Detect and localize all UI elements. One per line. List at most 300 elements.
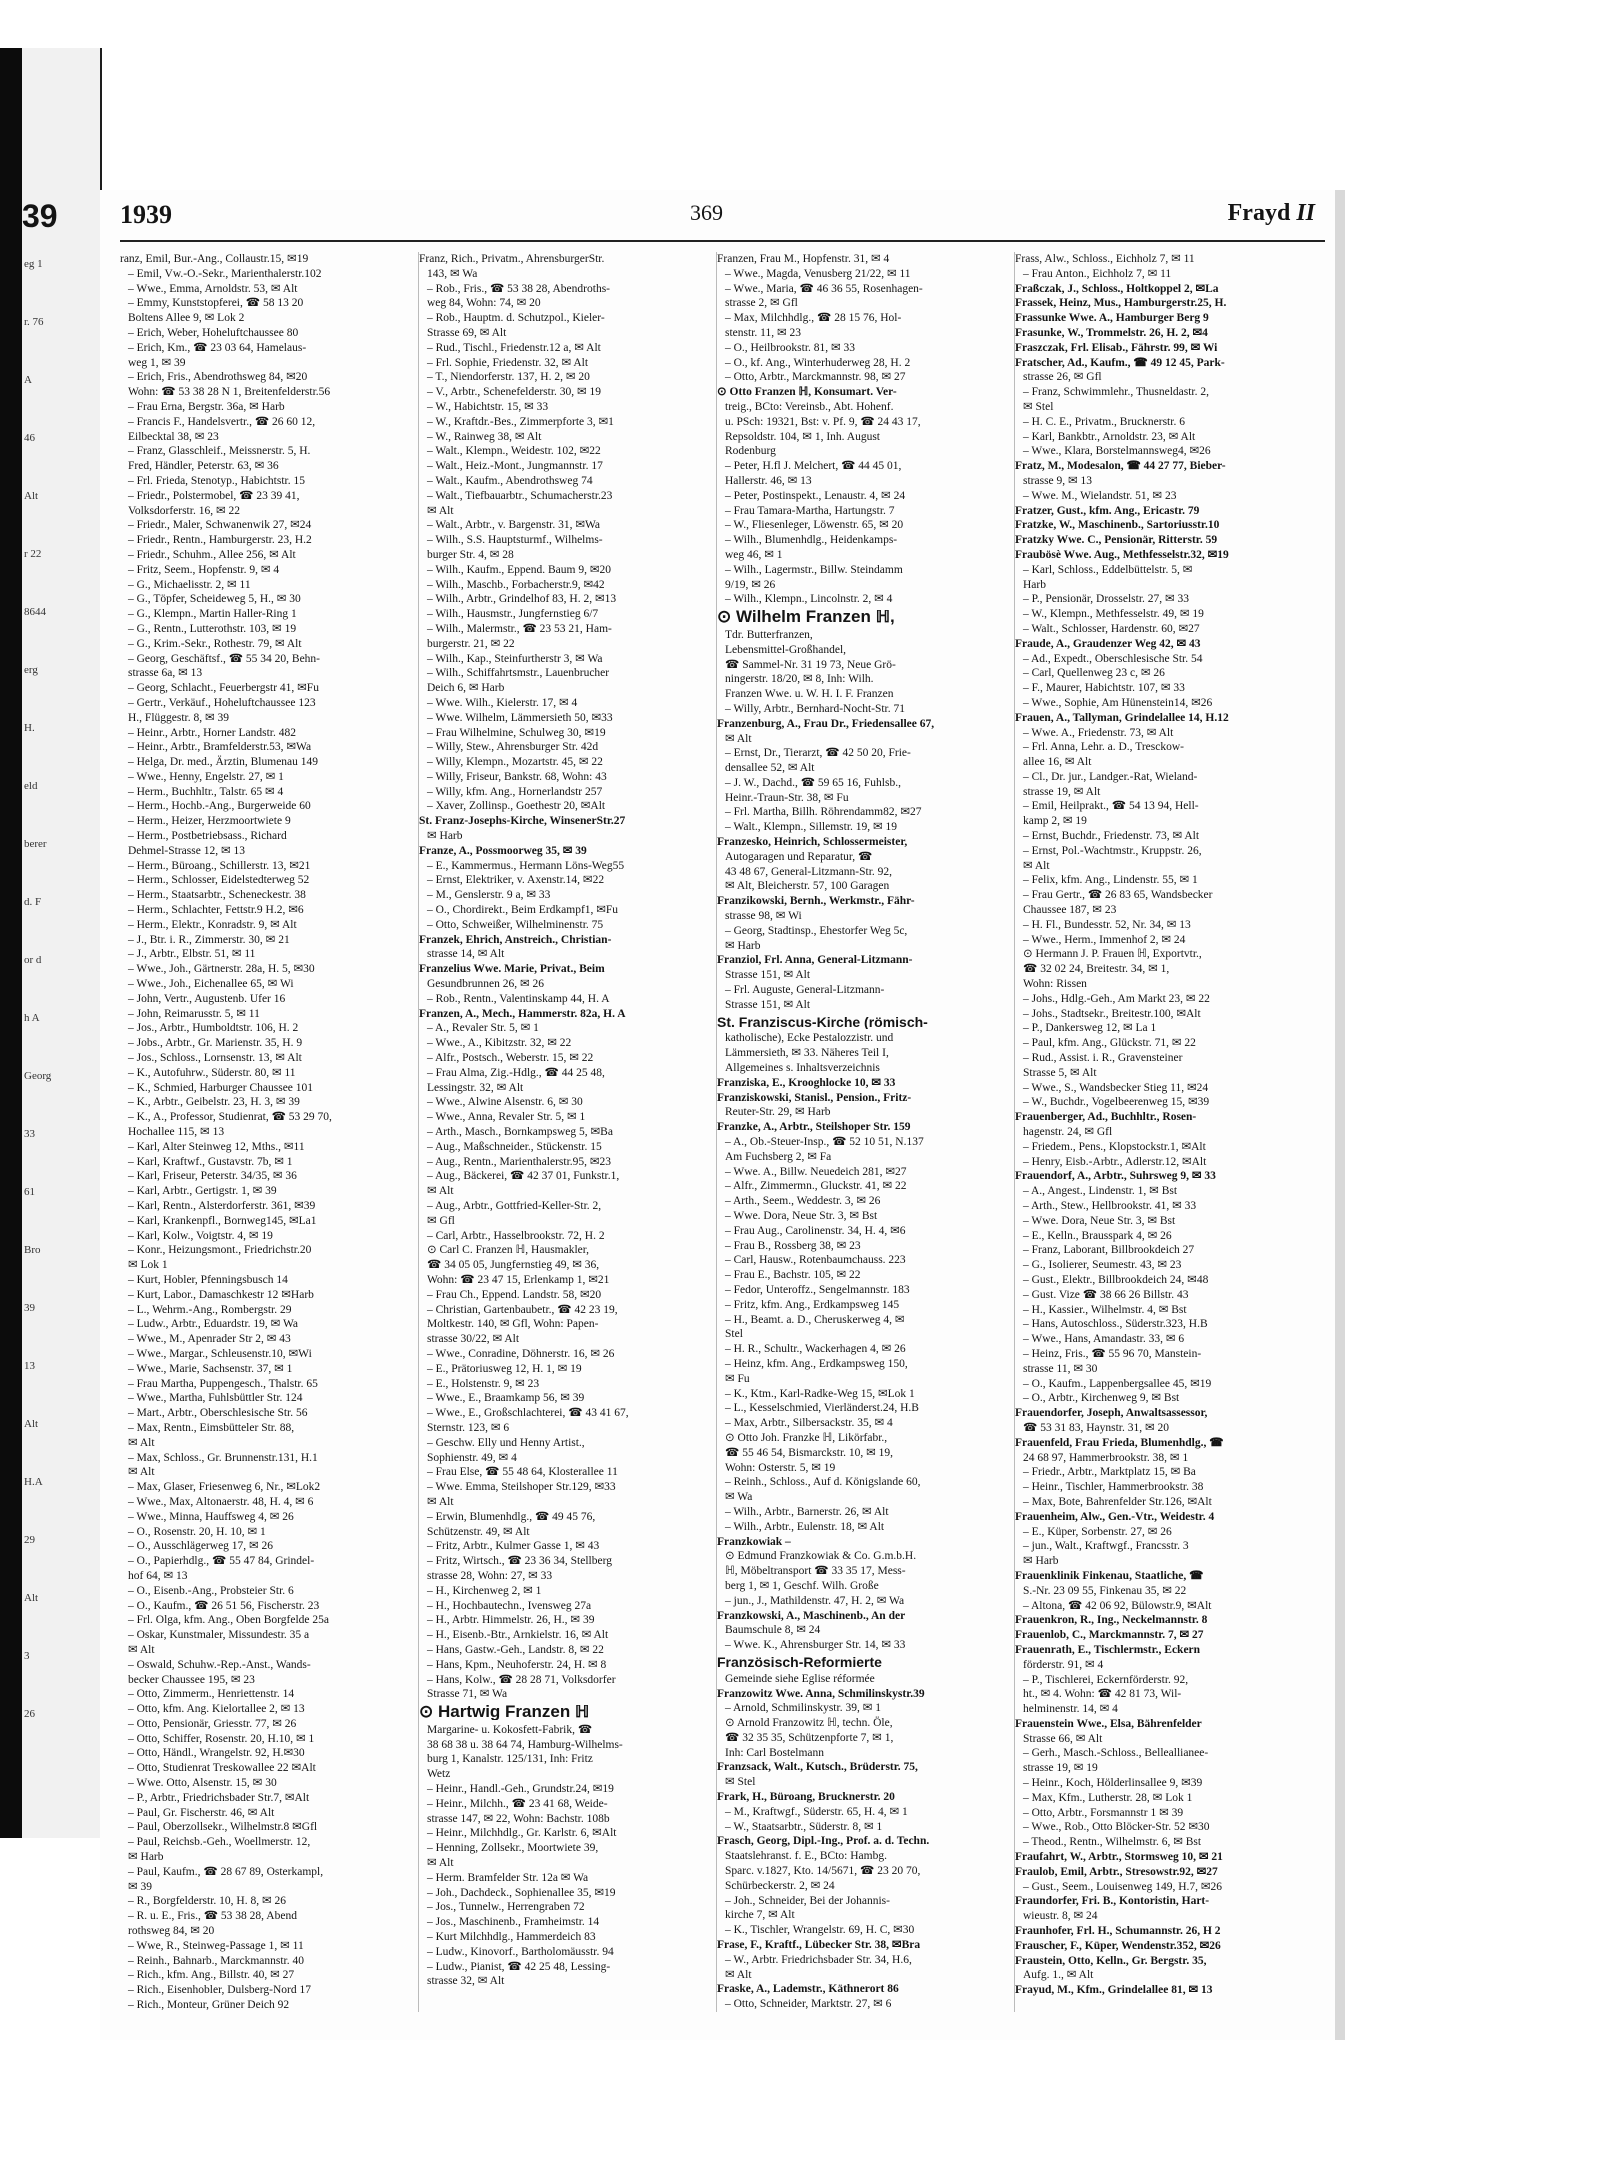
- directory-entry: – Helga, Dr. med., Ärztin, Blumenau 149: [128, 756, 319, 769]
- directory-entry: – G., Michaelisstr. 2, ✉ 11: [128, 578, 251, 591]
- directory-entry: – Wilh., Arbtr., Grindelhof 83, H. 2, ✉13: [427, 593, 617, 606]
- directory-entry: – Wilh., Maschb., Forbacherstr.9, ✉42: [427, 578, 605, 591]
- directory-entry: – Friedem., Pens., Klopstockstr.1, ✉Alt: [1023, 1140, 1206, 1153]
- directory-entry: Tdr. Butterfranzen,: [725, 628, 813, 641]
- directory-entry: Fratscher, Ad., Kaufm., ☎ 49 12 45, Park-: [1015, 356, 1225, 369]
- directory-entry: Frauenberger, Ad., Buchhltr., Rosen-: [1015, 1111, 1197, 1124]
- running-head-roman: II: [1296, 200, 1315, 226]
- directory-entry: – K., A., Professor, Studienrat, ☎ 53 29 70,: [128, 1111, 332, 1124]
- directory-entry: ningerstr. 18/20, ✉ 8, Inh: Wilh.: [725, 673, 874, 686]
- directory-entry: – Heinr., Koch, Hölderlinsallee 9, ✉39: [1023, 1777, 1203, 1790]
- directory-entry: – K., Ktm., Karl-Radke-Weg 15, ✉Lok 1: [725, 1387, 915, 1400]
- previous-page-fragment: H.A: [24, 1476, 43, 1488]
- directory-entry: Stel: [725, 1328, 743, 1341]
- previous-page-fragment: Georg: [24, 1070, 52, 1082]
- directory-entry: Franziskowski, Stanisl., Pension., Fritz-: [717, 1091, 912, 1104]
- column-1: [120, 252, 410, 2012]
- directory-entry: – Otto, Schiffer, Rosenstr. 20, H.10, ✉ 1: [128, 1732, 315, 1745]
- directory-entry: – V., Arbtr., Schenefelderstr. 30, ✉ 19: [427, 386, 602, 399]
- directory-entry: – Cl., Dr. jur., Landger.-Rat, Wieland-: [1023, 770, 1198, 783]
- directory-entry: – Arnold, Schmilinskystr. 39, ✉ 1: [725, 1702, 881, 1715]
- directory-entry: – Johs., Hdlg.-Geh., Am Markt 23, ✉ 22: [1023, 992, 1210, 1005]
- directory-entry: – O., Rosenstr. 20, H. 10, ✉ 1: [128, 1525, 266, 1538]
- directory-entry: Franzelius Wwe. Marie, Privat., Beim: [419, 963, 605, 976]
- directory-entry: – T., Niendorferstr. 137, H. 2, ✉ 20: [427, 371, 590, 384]
- directory-entry: weg 84, Wohn: 74, ✉ 20: [427, 297, 541, 310]
- directory-entry: ✉ Alt: [427, 1857, 454, 1870]
- directory-entry: densallee 52, ✉ Alt: [725, 762, 815, 775]
- directory-entry: – Mart., Arbtr., Oberschlesische Str. 56: [128, 1407, 308, 1420]
- directory-entry: Franzowitz Wwe. Anna, Schmilinskystr.39: [717, 1687, 925, 1700]
- previous-page-fragment: 3: [24, 1650, 30, 1662]
- directory-entry: Frass, Alw., Schloss., Eichholz 7, ✉ 11: [1015, 253, 1195, 265]
- directory-entry: – Fedor, Unteroffz., Sengelmannstr. 183: [725, 1283, 910, 1296]
- directory-entry: Frase, F., Kraftf., Lübecker Str. 38, ✉Bra: [717, 1939, 921, 1952]
- directory-entry: – jun., J., Mathildenstr. 47, H. 2, ✉ Wa: [725, 1594, 905, 1607]
- previous-page-fragment: berer: [24, 838, 47, 850]
- directory-entry: – Emmy, Kunststopferei, ☎ 58 13 20: [128, 297, 304, 310]
- directory-entry: Wohn: ☎ 53 38 28 N 1, Breitenfelderstr.56: [128, 386, 331, 399]
- directory-entry: Wohn: Rissen: [1023, 978, 1087, 991]
- directory-entry: – Frau Ch., Eppend. Landstr. 58, ✉20: [427, 1288, 602, 1301]
- directory-entry: – Frl. Martha, Billh. Röhrendamm82, ✉27: [725, 806, 922, 819]
- directory-entry: – E., Küper, Sorbenstr. 27, ✉ 26: [1023, 1525, 1172, 1538]
- directory-entry: St. Franziscus-Kirche (römisch-: [717, 1014, 928, 1030]
- directory-entry: – Ad., Expedt., Oberschlesische Str. 54: [1023, 652, 1203, 665]
- directory-entry: – Wwe. Wilh., Kielerstr. 17, ✉ 4: [427, 696, 578, 709]
- directory-entry: – Herm. Bramfelder Str. 12a ✉ Wa: [427, 1871, 589, 1884]
- directory-entry: – Wwe., Max, Altonaerstr. 48, H. 4, ✉ 6: [128, 1495, 314, 1508]
- directory-entry: strasse 26, ✉ Gfl: [1023, 371, 1102, 384]
- directory-entry: ✉ Harb: [128, 1851, 164, 1864]
- directory-entry: – Carl, Arbtr., Hasselbrookstr. 72, H. 2: [427, 1229, 605, 1242]
- directory-entry: ✉ Harb: [427, 830, 463, 843]
- directory-entry: Strasse 71, ✉ Wa: [427, 1688, 508, 1701]
- directory-entry: ✉ Alt: [427, 1495, 454, 1508]
- directory-entry: strasse 98, ✉ Wi: [725, 910, 802, 923]
- directory-entry: Fratzke, W., Maschinenb., Sartoriusstr.10: [1015, 519, 1220, 532]
- directory-entry: – Oskar, Kunstmaler, Missundestr. 35 a: [128, 1629, 310, 1642]
- directory-entry: förderstr. 91, ✉ 4: [1023, 1658, 1104, 1671]
- previous-page-fragment: h A: [24, 1012, 40, 1024]
- directory-entry: – G., Klempn., Martin Haller-Ring 1: [128, 608, 297, 621]
- directory-entry: – Herm., Heizer, Herzmoortwiete 9: [128, 815, 291, 828]
- directory-entry: S.-Nr. 23 09 55, Finkenau 35, ✉ 22: [1023, 1584, 1187, 1597]
- directory-entry: – Jos., Arbtr., Humboldtstr. 106, H. 2: [128, 1022, 299, 1035]
- directory-entry: – Karl, Arbtr., Gertigstr. 1, ✉ 39: [128, 1185, 277, 1198]
- directory-entry: – Reinh., Bahnarb., Marckmannstr. 40: [128, 1954, 304, 1967]
- directory-entry: – Kurt, Labor., Damaschkestr 12 ✉Harb: [128, 1288, 314, 1301]
- directory-entry: Frauenlob, C., Marckmannstr. 7, ✉ 27: [1015, 1629, 1204, 1642]
- directory-entry: Frauen, A., Tallyman, Grindelallee 14, H.12: [1015, 711, 1229, 724]
- directory-entry: – E., Kammermus., Hermann Löns-Weg55: [427, 859, 625, 872]
- directory-entry: ✉ Alt: [1023, 859, 1050, 872]
- directory-entry: Fraude, A., Graudenzer Weg 42, ✉ 43: [1015, 637, 1201, 650]
- directory-entry: Strasse 5, ✉ Alt: [1023, 1066, 1097, 1079]
- directory-entry: – Wwe., Herm., Immenhof 2, ✉ 24: [1023, 933, 1186, 946]
- directory-entry: kamp 2, ✉ 19: [1023, 815, 1087, 828]
- directory-entry: Sternstr. 123, ✉ 6: [427, 1421, 510, 1434]
- directory-entry: – Erich, Km., ☎ 23 03 64, Hamelaus-: [128, 341, 307, 354]
- directory-entry: Moltkestr. 140, ✉ Gfl, Wohn: Papen-: [427, 1318, 599, 1331]
- directory-entry: – J., Btr. i. R., Zimmerstr. 30, ✉ 21: [128, 933, 290, 946]
- directory-entry: ✉ Alt, Bleicherstr. 57, 100 Garagen: [725, 880, 890, 893]
- directory-entry: Frauendorf, A., Arbtr., Suhrsweg 9, ✉ 33: [1015, 1170, 1216, 1183]
- directory-entry: Franzke, A., Arbtr., Steilshoper Str. 159: [717, 1121, 911, 1134]
- directory-entry: strasse 11, ✉ 30: [1023, 1362, 1098, 1375]
- directory-entry: ✉ Alt: [427, 1185, 454, 1198]
- directory-entry: ✉ Stel: [725, 1776, 756, 1789]
- directory-entry: – Alfr., Postsch., Weberstr. 15, ✉ 22: [427, 1052, 594, 1065]
- directory-entry: – Heinr., Tischler, Hammerbrookstr. 38: [1023, 1481, 1204, 1494]
- directory-entry: strasse 2, ✉ Gfl: [725, 297, 798, 310]
- directory-entry: – Friedr., Polstermobel, ☎ 23 39 41,: [128, 489, 300, 502]
- directory-entry: – Hans, Kpm., Neuhoferstr. 24, H. ✉ 8: [427, 1658, 607, 1671]
- directory-entry: – Carl, Quellenweg 23 c, ✉ 26: [1023, 667, 1165, 680]
- directory-entry: burg 1, Kanalstr. 125/131, Inh: Fritz: [427, 1753, 593, 1766]
- directory-entry: Reuter-Str. 29, ✉ Harb: [725, 1106, 831, 1119]
- directory-entry: – Karl, Alter Steinweg 12, Mths., ✉11: [128, 1140, 305, 1153]
- directory-entry: – Wilh., Schiffahrtsmstr., Lauenbrucher: [427, 667, 610, 680]
- directory-entry: ✉ Harb: [725, 939, 761, 952]
- directory-entry: – Heinr., Milchhdlg., Gr. Karlstr. 6, ✉Alt: [427, 1827, 617, 1840]
- directory-entry: – Peter, H.fl J. Melchert, ☎ 44 45 01,: [725, 460, 902, 473]
- directory-entry: allee 16, ✉ Alt: [1023, 756, 1092, 769]
- directory-entry: – Arth., Masch., Bornkampsweg 5, ✉Ba: [427, 1126, 613, 1139]
- directory-entry: – Arth., Stew., Hellbrookstr. 41, ✉ 33: [1023, 1200, 1197, 1212]
- directory-entry: – Gertr., Verkäuf., Hoheluftchaussee 123: [128, 696, 316, 709]
- directory-page: [100, 190, 1335, 2040]
- directory-entry: – Ernst, Pol.-Wachtmstr., Kruppstr. 26,: [1023, 844, 1202, 857]
- directory-entry: – Hans, Gastw.-Geh., Landstr. 8, ✉ 22: [427, 1643, 604, 1656]
- directory-entry: – Otto, Studienrat Treskowallee 22 ✉Alt: [128, 1762, 316, 1775]
- directory-entry: – Herm., Schlosser, Eidelstedterweg 52: [128, 874, 310, 887]
- directory-entry: strasse 30/22, ✉ Alt: [427, 1333, 520, 1346]
- directory-entry: – Max, Kfm., Lutherstr. 28, ✉ Lok 1: [1023, 1791, 1193, 1804]
- directory-entry: ☎ 32 02 24, Breitestr. 34, ✉ 1,: [1023, 963, 1170, 976]
- previous-page-fragment: Alt: [24, 1592, 39, 1604]
- directory-entry: – Reinh., Schloss., Auf d. Königslande 60,: [725, 1476, 921, 1489]
- directory-entry: Chaussee 187, ✉ 23: [1023, 904, 1117, 917]
- directory-entry: Lebensmittel-Großhandel,: [725, 643, 847, 656]
- directory-entry: – Friedr., Maler, Schwanenwik 27, ✉24: [128, 519, 312, 532]
- directory-entry: – H. R., Schultr., Wackerhagen 4, ✉ 26: [725, 1343, 906, 1356]
- directory-entry: Fraubösè Wwe. Aug., Methfesselstr.32, ✉19: [1015, 548, 1229, 561]
- directory-entry: strasse 19, ✉ 19: [1023, 1762, 1098, 1775]
- directory-entry: – Jos., Maschinenb., Framheimstr. 14: [427, 1916, 600, 1929]
- directory-entry: Franziol, Frl. Anna, General-Litzmann-: [717, 954, 913, 967]
- directory-entry: – Fritz, kfm. Ang., Erdkampsweg 145: [725, 1298, 900, 1311]
- directory-entry: – Karl, Rentn., Alsterdorferstr. 361, ✉39: [128, 1200, 316, 1212]
- directory-entry: Franze, A., Possmoorweg 35, ✉ 39: [419, 844, 587, 857]
- previous-page-fragment: or d: [24, 954, 42, 966]
- directory-entry: – P., Arbtr., Friedrichsbader Str.7, ✉Alt: [128, 1791, 310, 1804]
- previous-page-fragment: 46: [24, 432, 35, 444]
- directory-entry: Fratzky Wwe. C., Pensionär, Ritterstr. 59: [1015, 534, 1218, 547]
- directory-entry: – A., Ob.-Steuer-Insp., ☎ 52 10 51, N.137: [725, 1136, 924, 1149]
- directory-entry: – Konr., Heizungsmont., Friedrichstr.20: [128, 1244, 312, 1257]
- directory-entry: – O., Kaufm., Lappenbergsallee 45, ✉19: [1023, 1377, 1212, 1390]
- directory-entry: – Herm., Postbetriebsass., Richard: [128, 830, 287, 843]
- directory-entry: – Paul, Oberzollsekr., Wilhelmstr.8 ✉Gfl: [128, 1821, 318, 1834]
- directory-entry: – O., Papierhdlg., ☎ 55 47 84, Grindel-: [128, 1555, 315, 1568]
- directory-entry: – W., Fliesenleger, Löwenstr. 65, ✉ 20: [725, 519, 904, 532]
- directory-entry: – Willy, Stew., Ahrensburger Str. 42d: [427, 741, 599, 754]
- directory-entry: – Wwe. Otto, Alsenstr. 15, ✉ 30: [128, 1777, 277, 1790]
- directory-entry: Gesundbrunnen 26, ✉ 26: [427, 978, 544, 991]
- directory-entry: Frasch, Georg, Dipl.-Ing., Prof. a. d. Techn.: [717, 1835, 930, 1848]
- directory-entry: Frauenrath, E., Tischlermstr., Eckern: [1015, 1643, 1201, 1656]
- directory-entry: – L., Wehrm.-Ang., Rombergstr. 29: [128, 1303, 292, 1316]
- directory-entry: Frayud, M., Kfm., Grindelallee 81, ✉ 13: [1015, 1984, 1213, 1997]
- directory-entry: – Otto, Schweißer, Wilhelminenstr. 75: [427, 918, 604, 931]
- directory-entry: – Franz, Schwimmlehr., Thusneldastr. 2,: [1023, 386, 1210, 399]
- directory-entry: strasse 28, Wohn: 27, ✉ 33: [427, 1569, 553, 1582]
- directory-entry: – Rich., Monteur, Grüner Deich 92: [128, 1999, 290, 2012]
- directory-entry: – Wilh., Hausmstr., Jungfernstieg 6/7: [427, 608, 599, 621]
- previous-page-fragment: erg: [24, 664, 38, 676]
- directory-entry: – Willy, Friseur, Bankstr. 68, Wohn: 43: [427, 770, 607, 783]
- previous-page-fragment: 8644: [24, 606, 46, 618]
- directory-entry: – Wwe., E., Braamkamp 56, ✉ 39: [427, 1392, 585, 1405]
- previous-page-fragment: Bro: [24, 1244, 41, 1256]
- directory-entry: – Frl. Frieda, Stenotyp., Habichtstr. 15: [128, 474, 305, 487]
- directory-entry: – Wwe. Emma, Steilshoper Str.129, ✉33: [427, 1481, 616, 1494]
- directory-entry: – G., Rentn., Lutterothstr. 103, ✉ 19: [128, 622, 297, 635]
- directory-entry: – Wilh., Blumenhdlg., Heidenkamps-: [725, 534, 898, 547]
- previous-page-edge: [22, 48, 102, 1838]
- directory-entry: burger Str. 4, ✉ 28: [427, 548, 514, 561]
- directory-entry: – K., Schmied, Harburger Chaussee 101: [128, 1081, 314, 1094]
- directory-entry: ✉ Alt: [128, 1436, 155, 1449]
- directory-entry: Fraufahrt, W., Arbtr., Stormsweg 10, ✉ 21: [1015, 1851, 1223, 1864]
- directory-entry: Hallerstr. 46, ✉ 13: [725, 474, 812, 487]
- directory-entry: – Peter, Postinspekt., Lenaustr. 4, ✉ 24: [725, 489, 906, 502]
- directory-entry: Fraßczak, J., Schloss., Holtkoppel 2, ✉La: [1015, 282, 1219, 295]
- directory-entry: – Paul, Kaufm., ☎ 28 67 89, Osterkampl,: [128, 1865, 324, 1878]
- directory-entry: – jun., Walt., Kraftwgf., Francsstr. 3: [1023, 1540, 1189, 1553]
- directory-entry: – Aug., Bäckerei, ☎ 42 37 01, Funkstr.1,: [427, 1170, 620, 1183]
- directory-entry: Schürbeckerstr. 2, ✉ 24: [725, 1879, 835, 1892]
- directory-entry: Fraunhofer, Frl. H., Schumannstr. 26, H 2: [1015, 1925, 1221, 1938]
- directory-entry: – W., Arbtr. Friedrichsbader Str. 34, H.6,: [725, 1953, 912, 1966]
- directory-entry: ⊙ Hartwig Franzen ℍ: [419, 1705, 590, 1720]
- directory-entry: – Xaver, Zollinsp., Goethestr 20, ✉Alt: [427, 800, 606, 813]
- directory-entry: – Walt., Kaufm., Abendrothsweg 74: [427, 474, 593, 487]
- directory-entry: strasse 147, ✉ 22, Wohn: Bachstr. 108b: [427, 1812, 610, 1825]
- directory-entry: – O., kf. Ang., Winterhuderweg 28, H. 2: [725, 356, 911, 369]
- running-head-word: Frayd: [1227, 200, 1291, 226]
- directory-entry: – Kurt, Hobler, Pfenningsbusch 14: [128, 1273, 288, 1286]
- directory-entry: – Max, Milchhdlg., ☎ 28 15 76, Hol-: [725, 312, 902, 325]
- directory-entry: – Arth., Seem., Weddestr. 3, ✉ 26: [725, 1195, 881, 1208]
- directory-entry: – Wilh., S.S. Hauptsturmf., Wilhelms-: [427, 534, 603, 547]
- directory-entry: – J., Arbtr., Elbstr. 51, ✉ 11: [128, 948, 256, 961]
- directory-entry: – Frl. Auguste, General-Litzmann-: [725, 984, 885, 997]
- directory-entry: – Karl, Friseur, Peterstr. 34/35, ✉ 36: [128, 1170, 297, 1183]
- directory-entry: Strasse 151, ✉ Alt: [725, 969, 811, 982]
- directory-entry: strasse 6a, ✉ 13: [128, 667, 203, 680]
- directory-entry: – Wwe., Sophie, Am Hünenstein14, ✉26: [1023, 696, 1213, 709]
- directory-entry: strasse 9, ✉ 13: [1023, 474, 1093, 487]
- directory-entry: Franzsack, Walt., Kutsch., Brüderstr. 75,: [717, 1761, 918, 1774]
- directory-entry: 43 48 67, General-Litzmann-Str. 92,: [725, 865, 893, 878]
- directory-entry: Fraustein, Otto, Kelln., Gr. Bergstr. 35,: [1015, 1954, 1207, 1967]
- directory-entry: – Herm., Buchhltr., Talstr. 65 ✉ 4: [128, 785, 284, 798]
- directory-entry: Fraszczak, Frl. Elisab., Fährstr. 99, ✉ Wi: [1015, 341, 1218, 354]
- directory-entry: – Geschw. Elly und Henny Artist.,: [427, 1436, 585, 1449]
- directory-entry: Fraske, A., Lademstr., Käthnerort 86: [717, 1983, 899, 1996]
- directory-entry: – W., Buchdr., Vogelbeerenweg 15, ✉39: [1023, 1096, 1210, 1109]
- page-edge-shadow: [1335, 190, 1345, 2040]
- directory-entry: Franzen, A., Mech., Hammerstr. 82a, H. A: [419, 1007, 626, 1020]
- directory-entry: – Aug., Maßschneider., Stückenstr. 15: [427, 1140, 602, 1153]
- directory-entry: 24 68 97, Hammerbrookstr. 38, ✉ 1: [1023, 1451, 1189, 1464]
- previous-page-fragment: 61: [24, 1186, 35, 1198]
- directory-entry: – Emil, Vw.-O.-Sekr., Marienthalerstr.102: [128, 267, 322, 280]
- directory-entry: Sophienstr. 49, ✉ 4: [427, 1451, 517, 1464]
- directory-entry: – Altona, ☎ 42 06 92, Bülowstr.9, ✉Alt: [1023, 1599, 1212, 1612]
- directory-entry: Dehmel-Strasse 12, ✉ 13: [128, 844, 245, 857]
- directory-entry: – Karl, Kolw., Voigtstr. 4, ✉ 19: [128, 1229, 273, 1242]
- directory-entry: – Otto, Arbtr., Marckmannstr. 98, ✉ 27: [725, 371, 906, 384]
- previous-page-fragment: H.: [24, 722, 35, 734]
- directory-entry: – Wwe., Anna, Revaler Str. 5, ✉ 1: [427, 1111, 586, 1124]
- directory-entry: – Frau Gertr., ☎ 26 83 65, Wandsbecker: [1023, 889, 1213, 902]
- directory-entry: – Wwe. Dora, Neue Str. 3, ✉ Bst: [1023, 1214, 1176, 1227]
- directory-entry: – Wwe., M., Apenrader Str 2, ✉ 43: [128, 1333, 291, 1346]
- directory-entry: ✉ Alt: [128, 1466, 155, 1479]
- directory-entry: Autogaragen und Reparatur, ☎: [725, 850, 873, 863]
- directory-entry: – H., Arbtr. Himmelstr. 26, H., ✉ 39: [427, 1614, 595, 1627]
- directory-entry: stenstr. 11, ✉ 23: [725, 326, 801, 339]
- directory-entry: H., Flüggestr. 8, ✉ 39: [128, 711, 230, 724]
- directory-entry: weg 46, ✉ 1: [725, 548, 783, 561]
- directory-entry: strasse 14, ✉ Alt: [427, 948, 505, 961]
- directory-entry: Gemeinde siehe Eglise réformée: [725, 1672, 875, 1685]
- directory-entry: – Willy, kfm. Ang., Hornerlandstr 257: [427, 785, 603, 798]
- directory-entry: kirche 7, ✉ Alt: [725, 1909, 795, 1922]
- previous-page-fragment: 13: [24, 1360, 35, 1372]
- directory-entry: – Jos., Schloss., Lornsenstr. 13, ✉ Alt: [128, 1052, 302, 1065]
- column-4: [1014, 252, 1315, 2012]
- directory-entry: hof 64, ✉ 13: [128, 1569, 188, 1582]
- directory-entry: – Walt., Heiz.-Mont., Jungmannstr. 17: [427, 460, 603, 473]
- directory-entry: – H. Fl., Bundesstr. 52, Nr. 34, ✉ 13: [1023, 918, 1191, 931]
- directory-entry: – Paul, Reichsb.-Geh., Woellmerstr. 12,: [128, 1836, 311, 1849]
- directory-entry: – O., Heilbrookstr. 81, ✉ 33: [725, 341, 856, 354]
- directory-entry: Fratz, M., Modesalon, ☎ 44 27 77, Bieber-: [1015, 460, 1226, 473]
- directory-entry: – E., Holstenstr. 9, ✉ 23: [427, 1377, 540, 1390]
- directory-entry: – Paul, kfm. Ang., Glückstr. 71, ✉ 22: [1023, 1037, 1196, 1050]
- page-number: 369: [690, 200, 723, 225]
- directory-entry: ✉ 39: [128, 1880, 153, 1893]
- directory-entry: – Heinr., Arbtr., Horner Landstr. 482: [128, 726, 297, 739]
- directory-entry: – Henry, Eisb.-Arbtr., Adlerstr.12, ✉Alt: [1023, 1155, 1207, 1168]
- directory-entry: 38 68 38 u. 38 64 74, Hamburg-Wilhelms-: [427, 1738, 623, 1751]
- column-2: [418, 252, 709, 2012]
- directory-entry: Lessingstr. 32, ✉ Alt: [427, 1081, 524, 1094]
- directory-entry: – Joh., Dachdeck., Sophienallee 35, ✉19: [427, 1886, 616, 1899]
- directory-entry: ⊙ Carl C. Franzen ℍ, Hausmakler,: [427, 1244, 590, 1257]
- directory-entry: – Friedr., Rentn., Hamburgerstr. 23, H.2: [128, 534, 312, 547]
- directory-entry: – Wwe., Joh., Gärtnerstr. 28a, H. 5, ✉30: [128, 963, 315, 976]
- directory-entry: – Otto, kfm. Ang. Kielortallee 2, ✉ 13: [128, 1703, 305, 1716]
- directory-entry: – Rud., Tischl., Friedenstr.12 a, ✉ Alt: [427, 341, 601, 354]
- directory-entry: Franzkowiak –: [717, 1535, 791, 1548]
- directory-entry: – M., Genslerstr. 9 a, ✉ 33: [427, 889, 551, 902]
- directory-entry: – Frau Martha, Puppengesch., Thalstr. 65: [128, 1377, 318, 1390]
- directory-entry: Frauenfeld, Frau Frieda, Blumenhdlg., ☎: [1015, 1436, 1224, 1449]
- directory-entry: Wohn: Osterstr. 5, ✉ 19: [725, 1461, 836, 1474]
- directory-entry: burgerstr. 21, ✉ 22: [427, 637, 515, 650]
- directory-entry: – Herm., Staatsarbtr., Scheneckestr. 38: [128, 889, 306, 902]
- directory-entry: – Friedr., Schuhm., Allee 256, ✉ Alt: [128, 548, 296, 561]
- directory-entry: – G., Krim.-Sekr., Rothestr. 79, ✉ Alt: [128, 637, 302, 650]
- directory-entry: – Heinr., Milchh., ☎ 23 41 68, Weide-: [427, 1797, 608, 1810]
- directory-entry: strasse 32, ✉ Alt: [427, 1975, 505, 1988]
- directory-entry: – Max, Schloss., Gr. Brunnenstr.131, H.1: [128, 1451, 318, 1464]
- directory-entry: ☎ Sammel-Nr. 31 19 73, Neue Grö-: [725, 658, 896, 671]
- directory-entry: – G., Isolierer, Seumestr. 43, ✉ 23: [1023, 1259, 1182, 1272]
- directory-entry: – O., Ausschlägerweg 17, ✉ 26: [128, 1540, 274, 1553]
- directory-entry: – Wwe. A., Friedenstr. 73, ✉ Alt: [1023, 726, 1174, 739]
- header-rule: [120, 240, 1325, 242]
- directory-entry: – Wwe., Joh., Eichenallee 65, ✉ Wi: [128, 978, 294, 991]
- book-gutter: [0, 48, 22, 1838]
- directory-entry: Frauenklinik Finkenau, Staatliche, ☎: [1015, 1569, 1204, 1582]
- directory-entry: – Ernst, Elektriker, v. Axenstr.14, ✉22: [427, 874, 605, 887]
- directory-entry: – K., Tischler, Wrangelstr. 69, H. C, ✉30: [725, 1924, 915, 1937]
- directory-entry: – O., Kaufm., ☎ 26 51 56, Fischerstr. 23: [128, 1599, 320, 1612]
- directory-entry: – Wilh., Arbtr., Eulenstr. 18, ✉ Alt: [725, 1520, 885, 1533]
- directory-entry: – Gust. Vize ☎ 38 66 26 Billstr. 43: [1023, 1288, 1189, 1301]
- directory-entry: – Karl, Bankbtr., Arnoldstr. 23, ✉ Alt: [1023, 430, 1196, 443]
- directory-entry: – Wilh., Kap., Steinfurtherstr 3, ✉ Wa: [427, 652, 603, 665]
- directory-entry: – Hans, Autoschloss., Süderstr.323, H.B: [1023, 1318, 1208, 1331]
- directory-entry: – W., Staatsarbtr., Süderstr. 8, ✉ 1: [725, 1820, 883, 1833]
- directory-entry: Frassek, Heinz, Mus., Hamburgerstr.25, H.: [1015, 297, 1227, 310]
- directory-entry: – Fritz, Arbtr., Kulmer Gasse 1, ✉ 43: [427, 1540, 600, 1553]
- directory-entry: ✉ Fu: [725, 1372, 750, 1385]
- directory-entry: – Paul, Gr. Fischerstr. 46, ✉ Alt: [128, 1806, 275, 1819]
- directory-entry: – Otto, Arbtr., Forsmannstr 1 ✉ 39: [1023, 1806, 1184, 1819]
- directory-entry: – H., Hochbautechn., Ivensweg 27a: [427, 1599, 592, 1612]
- directory-entry: – Willy, Arbtr., Bernhard-Nocht-Str. 71: [725, 702, 906, 715]
- directory-entry: – Felix, kfm. Ang., Lindenstr. 55, ✉ 1: [1023, 874, 1198, 887]
- directory-entry: – Wilh., Kaufm., Eppend. Baum 9, ✉20: [427, 563, 611, 576]
- directory-entry: Strasse 66, ✉ Alt: [1023, 1732, 1103, 1745]
- previous-page-fragment: 39: [24, 1302, 35, 1314]
- directory-entry: u. PSch: 19321, Bst: v. Pf. 9, ☎ 24 43 17,: [725, 415, 921, 428]
- directory-entry: – Karl, Kraftwf., Gustavstr. 7b, ✉ 1: [128, 1155, 293, 1168]
- directory-entry: – Max, Bote, Bahrenfelder Str.126, ✉Alt: [1023, 1495, 1212, 1508]
- directory-entry: ranz, Emil, Bur.-Ang., Collaustr.15, ✉19: [120, 253, 309, 265]
- directory-entry: – Hans, Kolw., ☎ 28 28 71, Volksdorfer: [427, 1673, 616, 1686]
- directory-entry: – L., Kesselschmied, Vierländerst.24, H.B: [725, 1402, 919, 1415]
- directory-entry: ⊙ Otto Joh. Franzke ℍ, Likörfabr.,: [725, 1431, 888, 1444]
- directory-entry: – Fritz, Wirtsch., ☎ 23 36 34, Stellberg: [427, 1555, 612, 1568]
- directory-entry: – O., Arbtr., Kirchenweg 9, ✉ Bst: [1023, 1392, 1180, 1405]
- directory-entry: Strasse 151, ✉ Alt: [725, 998, 811, 1011]
- directory-entry: – Oswald, Schuhw.-Rep.-Anst., Wands-: [128, 1658, 311, 1671]
- running-head: [1228, 200, 1315, 227]
- directory-entry: – W., Klempn., Methfesselstr. 49, ✉ 19: [1023, 608, 1204, 621]
- directory-entry: treig., BCto: Vereinsb., Abt. Hohenf.: [725, 400, 894, 413]
- directory-entry: – Max, Rentn., Eimsbütteler Str. 88,: [128, 1421, 295, 1434]
- directory-entry: – Aug., Arbtr., Gottfried-Keller-Str. 2,: [427, 1200, 602, 1212]
- directory-entry: Franzesko, Heinrich, Schlossermeister,: [717, 836, 908, 849]
